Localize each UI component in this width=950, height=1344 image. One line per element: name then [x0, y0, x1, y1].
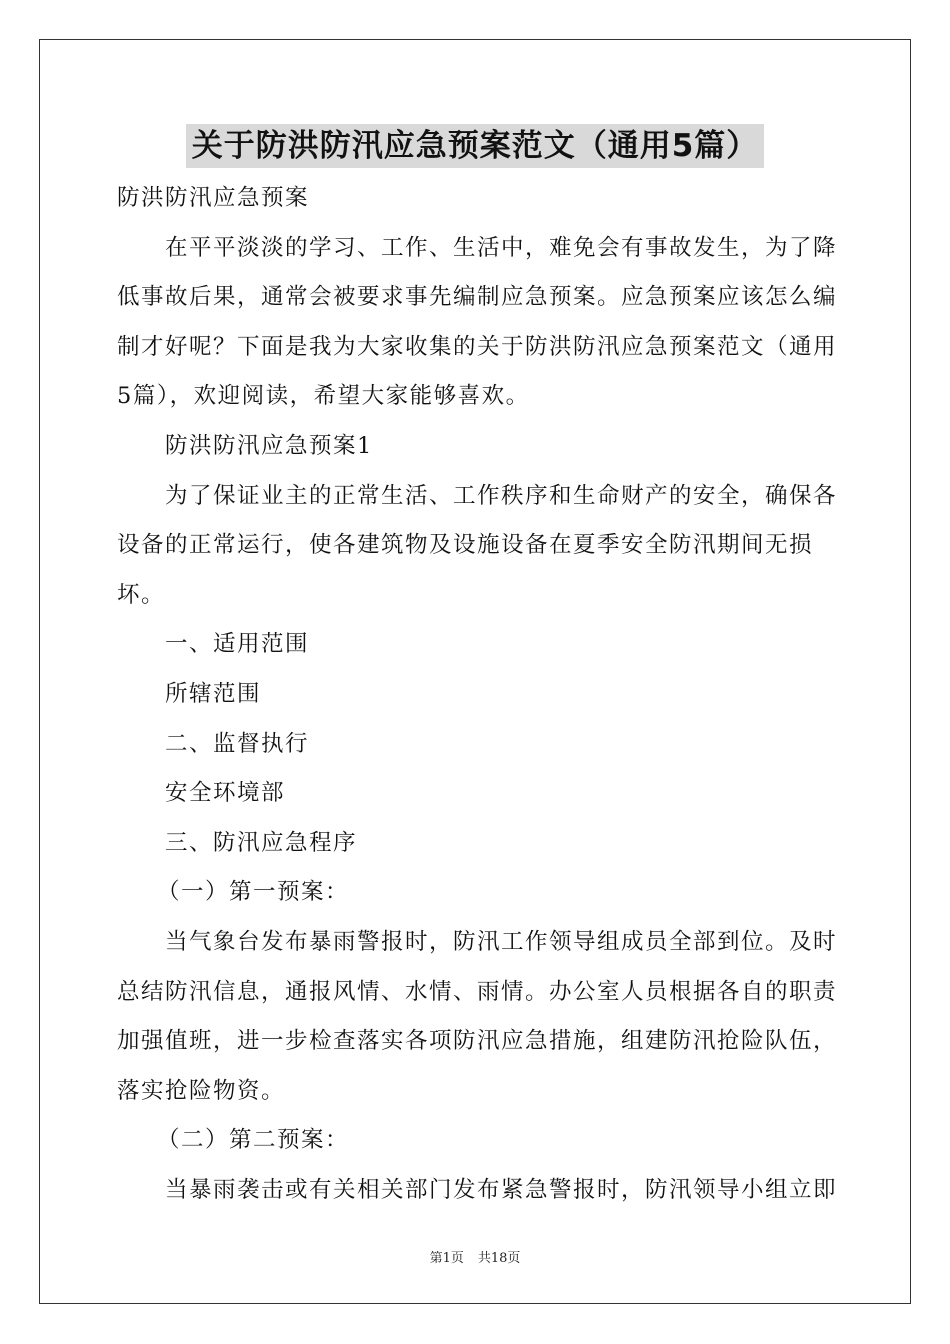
title-container	[0, 124, 950, 168]
intro-paragraph: 在平平淡淡的学习、工作、生活中，难免会有事故发生，为了降低事故后果，通常会被要求事先编制应急预案。应急预案应该怎么编制才好呢？下面是我为大家收集的关于防洪防汛应急预案范文（通用5篇），欢迎阅读，希望大家能够喜欢。	[117, 234, 838, 410]
supervise-text: 安全环境部	[165, 780, 286, 807]
document-body	[117, 174, 837, 1215]
heading-scope: 一、适用范围	[165, 631, 310, 658]
plan2-title: （二）第二预案：	[157, 1127, 350, 1154]
page-footer	[0, 1247, 950, 1266]
scope-text: 所辖范围	[165, 680, 262, 707]
purpose-paragraph: 为了保证业主的正常生活、工作秩序和生命财产的安全，确保各设备的正常运行，使各建筑物及设施设备在夏季安全防汛期间无损坏。	[117, 482, 838, 608]
plan1-title: （一）第一预案：	[157, 879, 350, 906]
document-title: 关于防洪防汛应急预案范文（通用5篇）	[186, 124, 765, 168]
plan2-paragraph: 当暴雨袭击或有关相关部门发布紧急警报时，防汛领导小组立即	[165, 1176, 838, 1203]
page-number: 第1页	[429, 1251, 464, 1266]
document-subtitle: 防洪防汛应急预案	[117, 185, 310, 211]
page-total: 共18页	[477, 1251, 521, 1266]
section-title: 防洪防汛应急预案1	[165, 432, 373, 459]
heading-procedure: 三、防汛应急程序	[165, 829, 358, 856]
heading-supervise: 二、监督执行	[165, 730, 310, 757]
plan1-paragraph: 当气象台发布暴雨警报时，防汛工作领导组成员全部到位。及时总结防汛信息，通报风情、水情、雨情。办公室人员根据各自的职责加强值班，进一步检查落实各项防汛应急措施，组建防汛抢险队伍，落实抢险物资。	[117, 928, 838, 1104]
